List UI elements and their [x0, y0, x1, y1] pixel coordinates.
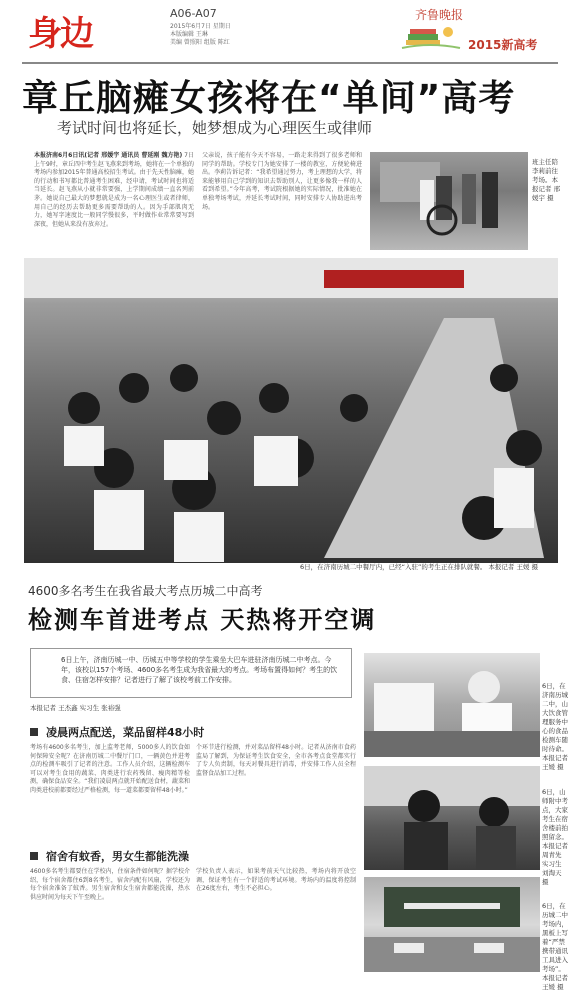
story1-byline: 本报济南6月6日讯(记者 邢媛宇 通讯员 曹延刚 魏方艳): [34, 152, 183, 159]
photo-exam-room: [364, 877, 540, 972]
main-headline: 章丘脑瘫女孩将在“单间”高考: [22, 78, 516, 119]
story1-column-2: [202, 152, 362, 252]
story1-body-1: 7日上午9时，章丘四中考生赵飞燕来到考场，她将在一个单独的考场内参加2015年普通高校招生考试。由于先天性脑瘫，她的行动和书写都比普通考生困难，经申请，考试时间也将适当延长。赵飞燕从小就非常要强，上学期间成绩一直名列前茅。她说自己最大的梦想就是成为一名心理医生或者律师，用自己的经历去帮助更多需要帮助的人。因为手部肌肉无力，她写字速度比一般同学慢很多，平时做作业常常要写到深夜，但她从来没有放弃过。: [34, 152, 194, 228]
page-number: A06-A07: [170, 7, 217, 20]
section2-body-b: 学校负责人表示，如果考前天气比较热，考场内将开放空调，保证考生有一个舒适的考试环境。考场内的温度将控制在26度左右，考生不必担心。: [196, 868, 356, 893]
square-bullet-icon: [30, 852, 38, 860]
story2-headline: 检测车首进考点 天热将开空调: [28, 606, 377, 634]
photo-caption: 6日，山师附中考点，大家考生在宿舍楼前拍照留念。本报记者 周青先 实习生 刘淘天 摄: [542, 788, 568, 886]
photo-students-dorm: [364, 766, 540, 870]
design-line: 美编 曾照阳 组版 陈红: [170, 39, 230, 46]
section2-column-2: [196, 868, 356, 974]
section1-body-a: 考场有4600多名考生，加上监考老师，5000多人的饮食如何保障安全呢？在济南历城二中餐厅门口，一辆黄色并进考点的检测车吸引了记者的注意。工作人员介绍，这辆检测车可以对考生食用的蔬菜、肉类进行农药残留、瘦肉精等检测，确保食品安全。“我们凌晨两点就开始配送食材，蔬菜和肉类进校前都要经过严格检测，每一道菜都要留样48小时。”: [30, 744, 190, 794]
divider: [22, 62, 558, 64]
photo-food-testing: [364, 653, 540, 757]
paper-name: 齐鲁晚报: [415, 8, 464, 22]
section-logo: 身边: [28, 14, 92, 54]
photo-caption: 班主任陪李莉前往考场。本报记者 邢媛宇 摄: [532, 158, 561, 202]
section2-column-1: [30, 868, 190, 974]
section-heading-1: [30, 724, 204, 740]
story2-lead: 6日上午，济南历城一中、历城五中等学校的学生乘坐大巴车进驻济南历城二中考点。今年，该校以157个考场、4600多名考生成为我省最大的考点。考场布置得如何？考生的饮食、住宿怎样安排？记者进行了解了该校考前工作安排。: [61, 656, 338, 684]
photo-placeholder: [364, 653, 540, 757]
photo-placeholder: [24, 258, 558, 563]
section-heading-2: [30, 848, 189, 864]
photo-placeholder: [370, 152, 528, 250]
section1-column-1: [30, 744, 190, 842]
square-bullet-icon: [30, 728, 38, 736]
masthead: [0, 0, 580, 60]
section-tag: 2015新高考: [468, 38, 538, 52]
story1-column-1: [34, 152, 194, 252]
subheadline: 考试时间也将延长，她梦想成为心理医生或律师: [57, 119, 373, 137]
story1-body-2: 父亲说，孩子能有今天不容易，一路走来得到了很多老师和同学的帮助。学校专门为她安排了一楼的教室，方便轮椅进出。李莉告诉记者：“我希望通过努力，考上理想的大学，将来能够用自己学到的知识去帮助别人，让更多像我一样的人看到希望。”今年高考，考试院根据她的实际情况，批准她在单独考场考试，并延长考试时间，同时安排专人协助进出考场。: [202, 152, 362, 211]
photo-canteen-students: [24, 258, 558, 563]
section1-column-2: [196, 744, 356, 842]
story2-lead-box: [30, 648, 352, 698]
photo-caption: 6日，在济南历城二中，山大饮食管理服务中心的食品检测车随时待命。本报记者 王媛 摄: [542, 682, 568, 771]
story2-byline: 本报记者 王杰鑫 实习生 张裕强: [30, 704, 121, 712]
photo-placeholder: [364, 877, 540, 972]
photo-teacher-wheelchair: [370, 152, 528, 250]
photo-placeholder: [364, 766, 540, 870]
section-heading-text: 凌晨两点配送，菜品留样48小时: [46, 726, 205, 739]
section1-body-b: 个环节进行检测，并对菜品留样48小时。记者从济南市食药监局了解到，为保证考生饮食安全，全市各考点食堂都实行了专人负责制，每天对餐具进行消毒，并安排工作人员全程监督食品加工过程。: [196, 744, 356, 777]
date-line: 2015年6月7日 星期日: [170, 23, 231, 30]
section2-body-a: 4600多名考生都要住在学校内，住宿条件如何呢？据学校介绍，每个宿舍都住6到8名考生，宿舍内配有风扇，学校还为每个宿舍准备了蚊香。男生宿舍和女生宿舍都能洗澡，热水供应时间为每天下午至晚上。: [30, 868, 190, 901]
photo-caption: 6日，在历城二中考场内，黑板上写着“严禁携带通讯工具进入考场”。本报记者 王媛 摄: [542, 902, 568, 991]
section-heading-text: 宿舍有蚊香，男女生都能洗澡: [46, 850, 189, 863]
books-illustration-icon: [400, 22, 462, 52]
photo-caption: 6日，在济南历城二中餐厅内，已经“入驻”的考生正在排队就餐。 本报记者 王媛 摄: [300, 563, 539, 571]
editor-line: 本版编辑 王琳: [170, 31, 208, 38]
story2-kicker: 4600多名考生在我省最大考点历城二中高考: [28, 584, 263, 598]
